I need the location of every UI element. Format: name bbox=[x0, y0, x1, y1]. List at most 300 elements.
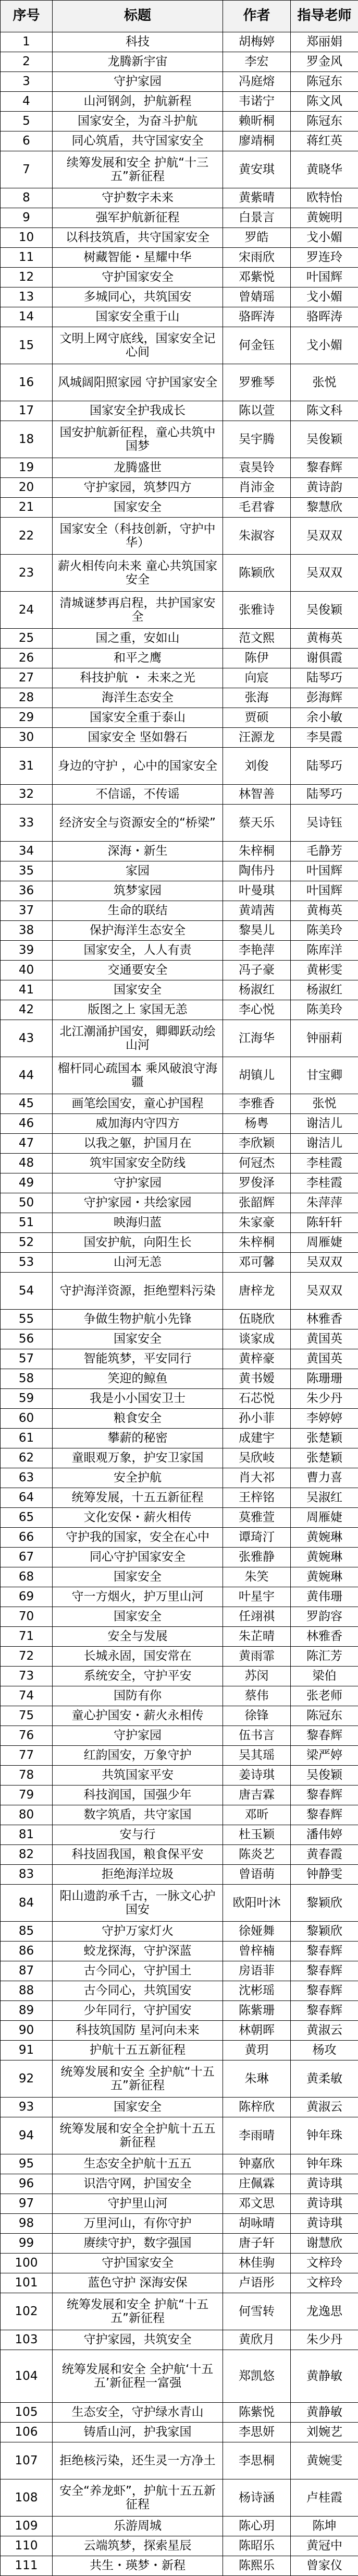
cell-teacher: 郑丽娟 bbox=[291, 32, 358, 52]
cell-teacher: 黄冠中 bbox=[291, 2536, 358, 2556]
column-header-title: 标题 bbox=[53, 1, 223, 32]
cell-index: 70 bbox=[1, 1607, 53, 1627]
cell-title: 同心筑盾，共守国家安全 bbox=[53, 131, 223, 151]
cell-index: 53 bbox=[1, 1253, 53, 1273]
table-row bbox=[1, 327, 358, 364]
cell-title: 蓝色守护 深海安保 bbox=[53, 2273, 223, 2293]
cell-title: 龙腾盛世 bbox=[53, 458, 223, 478]
cell-teacher: 罗连玲 bbox=[291, 248, 358, 268]
table-row bbox=[1, 478, 358, 498]
table-row bbox=[1, 2214, 358, 2234]
cell-author: 成建宇 bbox=[223, 1429, 291, 1448]
cell-index: 96 bbox=[1, 2174, 53, 2194]
cell-teacher: 文梓玲 bbox=[291, 2273, 358, 2293]
cell-teacher: 黄诗韵 bbox=[291, 478, 358, 498]
cell-author: 黄玥 bbox=[223, 2041, 291, 2060]
cell-index: 88 bbox=[1, 1981, 53, 2001]
cell-teacher: 黎春辉 bbox=[291, 1942, 358, 1961]
table-row bbox=[1, 287, 358, 307]
cell-author: 刘俊 bbox=[223, 748, 291, 785]
table-row bbox=[1, 2041, 358, 2060]
cell-teacher: 谢俱霞 bbox=[291, 649, 358, 668]
table-row bbox=[1, 1329, 358, 1349]
cell-index: 106 bbox=[1, 2423, 53, 2442]
table-row bbox=[1, 980, 358, 1000]
table-row bbox=[1, 52, 358, 72]
cell-author: 肖大祁 bbox=[223, 1468, 291, 1488]
cell-author: 陈昭乐 bbox=[223, 2536, 291, 2556]
cell-teacher: 黎颖欣 bbox=[291, 1922, 358, 1942]
cell-teacher: 吴淑红 bbox=[291, 1488, 358, 1508]
cell-index: 32 bbox=[1, 785, 53, 805]
cell-author: 张韶辉 bbox=[223, 1193, 291, 1213]
cell-title: 生命的联结 bbox=[53, 901, 223, 921]
cell-index: 55 bbox=[1, 1310, 53, 1329]
table-row bbox=[1, 1213, 358, 1233]
table-row bbox=[1, 32, 358, 52]
cell-title: 国家安全 bbox=[53, 1567, 223, 1587]
table-row bbox=[1, 668, 358, 688]
cell-author: 苏闵 bbox=[223, 1667, 291, 1686]
cell-index: 66 bbox=[1, 1528, 53, 1548]
table-row bbox=[1, 1607, 358, 1627]
table-row bbox=[1, 1429, 358, 1448]
cell-title: 筑牢国家安全防线 bbox=[53, 1154, 223, 1173]
table-header-row bbox=[1, 1, 358, 32]
cell-index: 17 bbox=[1, 401, 53, 421]
cell-title: 云端筑梦，探索星辰 bbox=[53, 2536, 223, 2556]
cell-teacher: 陈美玲 bbox=[291, 1000, 358, 1020]
cell-title: 多城同心，共筑国安 bbox=[53, 287, 223, 307]
cell-title: 守护数字未来 bbox=[53, 188, 223, 208]
cell-teacher: 黄春霞 bbox=[291, 1845, 358, 1865]
cell-index: 42 bbox=[1, 1000, 53, 1020]
cell-index: 92 bbox=[1, 2060, 53, 2098]
table-row bbox=[1, 2423, 358, 2442]
cell-title: 生态安全护航十五五 bbox=[53, 2154, 223, 2174]
cell-author: 姜诗琪 bbox=[223, 1766, 291, 1786]
table-row bbox=[1, 592, 358, 629]
cell-author: 张雅诗 bbox=[223, 592, 291, 629]
table-row bbox=[1, 518, 358, 555]
cell-index: 80 bbox=[1, 1805, 53, 1825]
cell-title: 科技筑国防 星河向未来 bbox=[53, 2021, 223, 2041]
cell-title: 交通要安全 bbox=[53, 961, 223, 980]
cell-author: 陈炎艺 bbox=[223, 1845, 291, 1865]
table-row bbox=[1, 1134, 358, 1154]
cell-title: 守护家园 bbox=[53, 72, 223, 92]
cell-index: 39 bbox=[1, 941, 53, 961]
cell-author: 陈梓欣 bbox=[223, 2098, 291, 2117]
table-row bbox=[1, 629, 358, 649]
table-row bbox=[1, 1746, 358, 1766]
cell-index: 75 bbox=[1, 1706, 53, 1726]
cell-author: 郑凯悠 bbox=[223, 2350, 291, 2403]
cell-teacher: 陈珊珊 bbox=[291, 1369, 358, 1389]
cell-author: 李雅香 bbox=[223, 1094, 291, 1114]
cell-author: 胡梅婷 bbox=[223, 32, 291, 52]
cell-index: 94 bbox=[1, 2117, 53, 2154]
table-row bbox=[1, 2254, 358, 2273]
cell-author: 黄梓豪 bbox=[223, 1349, 291, 1369]
table-row bbox=[1, 1627, 358, 1647]
table-row bbox=[1, 708, 358, 728]
cell-title: 阳山遗韵承千古，一脉文心护国安 bbox=[53, 1885, 223, 1922]
cell-title: 智能筑梦，平安同行 bbox=[53, 1349, 223, 1369]
cell-author: 袁昊铃 bbox=[223, 458, 291, 478]
cell-author: 伍晓欣 bbox=[223, 1310, 291, 1329]
cell-author: 罗皓 bbox=[223, 228, 291, 248]
cell-title: 生态安全，守护绿水青山 bbox=[53, 2403, 223, 2423]
table-row bbox=[1, 2234, 358, 2254]
cell-author: 杜玉颖 bbox=[223, 1825, 291, 1845]
table-row bbox=[1, 401, 358, 421]
cell-teacher: 黄伟珊 bbox=[291, 1587, 358, 1607]
cell-index: 107 bbox=[1, 2442, 53, 2479]
cell-author: 吴宇腾 bbox=[223, 421, 291, 458]
cell-index: 52 bbox=[1, 1233, 53, 1253]
table-row bbox=[1, 421, 358, 458]
cell-author: 范文熙 bbox=[223, 629, 291, 649]
cell-index: 47 bbox=[1, 1134, 53, 1154]
table-row bbox=[1, 2479, 358, 2517]
cell-title: 统筹发展和安全 全护航“十五五”新征程 bbox=[53, 2060, 223, 2098]
cell-title: 版图之上 家国无恙 bbox=[53, 1000, 223, 1020]
cell-index: 100 bbox=[1, 2254, 53, 2273]
cell-index: 103 bbox=[1, 2330, 53, 2350]
table-row bbox=[1, 2060, 358, 2098]
table-row bbox=[1, 2556, 358, 2576]
cell-teacher: 戈小媚 bbox=[291, 228, 358, 248]
cell-title: 共生・瑛梦・新程 bbox=[53, 2556, 223, 2576]
cell-index: 109 bbox=[1, 2517, 53, 2536]
cell-author: 黄书嫒 bbox=[223, 1369, 291, 1389]
cell-teacher: 黄柔敏 bbox=[291, 2060, 358, 2098]
cell-author: 吴欣岐 bbox=[223, 1448, 291, 1468]
column-header-author: 作者 bbox=[223, 1, 291, 32]
cell-title: 长城永固，国安常在 bbox=[53, 1647, 223, 1667]
cell-index: 101 bbox=[1, 2273, 53, 2293]
cell-title: 国之重，安如山 bbox=[53, 629, 223, 649]
cell-author: 邓可馨 bbox=[223, 1253, 291, 1273]
cell-title: 以我之躯，护国月在 bbox=[53, 1134, 223, 1154]
cell-index: 85 bbox=[1, 1922, 53, 1942]
table-row bbox=[1, 1114, 358, 1134]
cell-author: 林佳驹 bbox=[223, 2254, 291, 2273]
cell-title: 统筹发展和安全 护航“十五五”新征程 bbox=[53, 2293, 223, 2330]
cell-index: 35 bbox=[1, 861, 53, 881]
table-row bbox=[1, 1961, 358, 1981]
table-row bbox=[1, 72, 358, 92]
cell-title: 和平之鹰 bbox=[53, 649, 223, 668]
cell-teacher: 吴俊颖 bbox=[291, 421, 358, 458]
cell-author: 朱梓桐 bbox=[223, 1233, 291, 1253]
cell-teacher: 黎春辉 bbox=[291, 2001, 358, 2021]
cell-teacher: 毛静芳 bbox=[291, 842, 358, 861]
cell-index: 34 bbox=[1, 842, 53, 861]
cell-teacher: 叶国辉 bbox=[291, 861, 358, 881]
cell-title: 守护国家安全 bbox=[53, 268, 223, 287]
cell-teacher: 陈文科 bbox=[291, 401, 358, 421]
cell-teacher: 陈美玲 bbox=[291, 921, 358, 941]
cell-teacher: 朱少丹 bbox=[291, 2330, 358, 2350]
cell-teacher: 龙逸思 bbox=[291, 2293, 358, 2330]
table-row bbox=[1, 2001, 358, 2021]
cell-teacher: 黄婉琳 bbox=[291, 1548, 358, 1567]
cell-index: 51 bbox=[1, 1213, 53, 1233]
table-row bbox=[1, 248, 358, 268]
cell-teacher: 黎春辉 bbox=[291, 1961, 358, 1981]
cell-author: 唐梓龙 bbox=[223, 1273, 291, 1310]
cell-author: 李心悦 bbox=[223, 1000, 291, 1020]
cell-teacher: 张楚颖 bbox=[291, 1429, 358, 1448]
cell-index: 26 bbox=[1, 649, 53, 668]
cell-index: 59 bbox=[1, 1389, 53, 1409]
table-row bbox=[1, 1233, 358, 1253]
cell-title: 身边的守护 ，心中的国家安全 bbox=[53, 748, 223, 785]
cell-author: 汪源龙 bbox=[223, 728, 291, 748]
cell-author: 黄欣月 bbox=[223, 2330, 291, 2350]
table-row bbox=[1, 1094, 358, 1114]
cell-teacher: 叶国辉 bbox=[291, 268, 358, 287]
cell-index: 98 bbox=[1, 2214, 53, 2234]
table-row bbox=[1, 1845, 358, 1865]
cell-title: 数字筑盾，共守家国 bbox=[53, 1805, 223, 1825]
table-row bbox=[1, 1548, 358, 1567]
cell-teacher: 吴双双 bbox=[291, 1253, 358, 1273]
cell-index: 110 bbox=[1, 2536, 53, 2556]
cell-author: 伍书言 bbox=[223, 1726, 291, 1746]
cell-author: 杨淑红 bbox=[223, 980, 291, 1000]
table-row bbox=[1, 1409, 358, 1429]
cell-title: 拒绝核污染，还生灵一方净土 bbox=[53, 2442, 223, 2479]
cell-title: 文明上网守底线，国家安全记心间 bbox=[53, 327, 223, 364]
cell-title: 北江潮涌护国安，卿卿跃动绘山河 bbox=[53, 1020, 223, 1057]
cell-teacher: 欧特怡 bbox=[291, 188, 358, 208]
cell-title: 守护家园，共筑安全 bbox=[53, 2330, 223, 2350]
cell-author: 陈紫珊 bbox=[223, 2001, 291, 2021]
cell-index: 40 bbox=[1, 961, 53, 980]
cell-index: 7 bbox=[1, 151, 53, 188]
cell-index: 15 bbox=[1, 327, 53, 364]
cell-index: 31 bbox=[1, 748, 53, 785]
cell-teacher: 黄梅英 bbox=[291, 901, 358, 921]
cell-teacher: 张楚颖 bbox=[291, 1448, 358, 1468]
cell-author: 黄雨霏 bbox=[223, 1647, 291, 1667]
cell-index: 25 bbox=[1, 629, 53, 649]
cell-author: 赖昕桐 bbox=[223, 112, 291, 131]
cell-index: 21 bbox=[1, 498, 53, 518]
cell-author: 陈熙乐 bbox=[223, 2556, 291, 2576]
cell-author: 胡镇儿 bbox=[223, 1057, 291, 1094]
cell-teacher: 林雅香 bbox=[291, 1310, 358, 1329]
table-row bbox=[1, 1488, 358, 1508]
cell-index: 67 bbox=[1, 1548, 53, 1567]
cell-title: 安与行 bbox=[53, 1825, 223, 1845]
cell-title: 国家安全重于泰山 bbox=[53, 708, 223, 728]
table-row bbox=[1, 1349, 358, 1369]
cell-teacher: 钟丽莉 bbox=[291, 1020, 358, 1057]
cell-title: 国家安全（科技创新，守护中华） bbox=[53, 518, 223, 555]
cell-author: 向宸 bbox=[223, 668, 291, 688]
cell-teacher: 陈冠东 bbox=[291, 72, 358, 92]
table-row bbox=[1, 2330, 358, 2350]
cell-teacher: 曾家仪 bbox=[291, 2556, 358, 2576]
cell-title: 统筹发展和安全全护航十五五新征程 bbox=[53, 2117, 223, 2154]
table-row bbox=[1, 458, 358, 478]
cell-index: 11 bbox=[1, 248, 53, 268]
table-row bbox=[1, 1020, 358, 1057]
cell-title: 国家安全，人人有责 bbox=[53, 941, 223, 961]
cell-title: 安全“养龙虾”，护航十五五新征程 bbox=[53, 2479, 223, 2517]
cell-author: 唐吉霖 bbox=[223, 1786, 291, 1805]
cell-index: 74 bbox=[1, 1686, 53, 1706]
cell-teacher: 黄婉雯 bbox=[291, 2442, 358, 2479]
cell-title: 攀薪的秘密 bbox=[53, 1429, 223, 1448]
table-row bbox=[1, 2403, 358, 2423]
cell-author: 江海华 bbox=[223, 1020, 291, 1057]
cell-teacher: 陈库洋 bbox=[291, 941, 358, 961]
table-row bbox=[1, 1154, 358, 1173]
cell-index: 22 bbox=[1, 518, 53, 555]
cell-teacher: 张悦 bbox=[291, 364, 358, 401]
table-row bbox=[1, 188, 358, 208]
cell-teacher: 黎春辉 bbox=[291, 1805, 358, 1825]
cell-title: 童心护国安・薪火永相传 bbox=[53, 1706, 223, 1726]
cell-teacher: 彭海辉 bbox=[291, 688, 358, 708]
cell-title: 国家安全 bbox=[53, 1607, 223, 1627]
cell-teacher: 黄诗琪 bbox=[291, 2214, 358, 2234]
table-row bbox=[1, 112, 358, 131]
cell-author: 朱芷晴 bbox=[223, 1627, 291, 1647]
cell-title: 守护里山河 bbox=[53, 2194, 223, 2214]
table-row bbox=[1, 842, 358, 861]
cell-teacher: 杨淑红 bbox=[291, 980, 358, 1000]
cell-author: 黄紫晴 bbox=[223, 188, 291, 208]
cell-teacher: 吴双双 bbox=[291, 518, 358, 555]
cell-teacher: 钟年珠 bbox=[291, 2154, 358, 2174]
cell-title: 守一方烟火，护万里山河 bbox=[53, 1587, 223, 1607]
cell-index: 95 bbox=[1, 2154, 53, 2174]
cell-title: 守护国家安全 bbox=[53, 2254, 223, 2273]
cell-teacher: 黎春辉 bbox=[291, 1981, 358, 2001]
table-row bbox=[1, 1706, 358, 1726]
cell-index: 13 bbox=[1, 287, 53, 307]
column-header-index: 序号 bbox=[1, 1, 53, 32]
cell-index: 84 bbox=[1, 1885, 53, 1922]
table-row bbox=[1, 1865, 358, 1885]
cell-teacher: 李桂霞 bbox=[291, 1154, 358, 1173]
cell-teacher: 潘伟婷 bbox=[291, 1825, 358, 1845]
cell-teacher: 谢洁儿 bbox=[291, 1114, 358, 1134]
cell-title: 强军护航新征程 bbox=[53, 208, 223, 228]
table-row bbox=[1, 1389, 358, 1409]
table-row bbox=[1, 941, 358, 961]
cell-teacher: 黄晓华 bbox=[291, 151, 358, 188]
table-row bbox=[1, 208, 358, 228]
cell-teacher: 黎春辉 bbox=[291, 1726, 358, 1746]
cell-title: 国安护航新征程，童心共筑中国梦 bbox=[53, 421, 223, 458]
cell-teacher: 陆琴巧 bbox=[291, 785, 358, 805]
cell-title: 国防有你 bbox=[53, 1686, 223, 1706]
cell-title: 国家安全 bbox=[53, 2098, 223, 2117]
cell-title: 清城谜梦再启程，共护国家安全 bbox=[53, 592, 223, 629]
cell-author: 朱淑容 bbox=[223, 518, 291, 555]
cell-index: 20 bbox=[1, 478, 53, 498]
table-row bbox=[1, 1253, 358, 1273]
cell-title: 铸盾山河，护我家国 bbox=[53, 2423, 223, 2442]
cell-title: 国家安全 bbox=[53, 1329, 223, 1349]
cell-author: 林智善 bbox=[223, 785, 291, 805]
table-row bbox=[1, 1528, 358, 1548]
cell-index: 9 bbox=[1, 208, 53, 228]
table-row bbox=[1, 2174, 358, 2194]
cell-author: 蔡伟 bbox=[223, 1686, 291, 1706]
cell-author: 欧阳叶沐 bbox=[223, 1885, 291, 1922]
cell-index: 73 bbox=[1, 1667, 53, 1686]
cell-author: 李雨晴 bbox=[223, 2117, 291, 2154]
table-row bbox=[1, 881, 358, 901]
table-row bbox=[1, 1686, 358, 1706]
cell-author: 罗俊泽 bbox=[223, 1173, 291, 1193]
cell-teacher: 周雁婕 bbox=[291, 1233, 358, 1253]
cell-teacher: 吴诗钰 bbox=[291, 805, 358, 842]
cell-teacher: 陈冠东 bbox=[291, 1706, 358, 1726]
table-row bbox=[1, 131, 358, 151]
cell-teacher: 刘婉艺 bbox=[291, 2423, 358, 2442]
table-row bbox=[1, 688, 358, 708]
cell-author: 王梓铭 bbox=[223, 1488, 291, 1508]
cell-author: 胡咏晴 bbox=[223, 2214, 291, 2234]
cell-index: 83 bbox=[1, 1865, 53, 1885]
cell-author: 任翊祺 bbox=[223, 1607, 291, 1627]
cell-teacher: 黎春辉 bbox=[291, 1786, 358, 1805]
cell-index: 90 bbox=[1, 2021, 53, 2041]
cell-index: 37 bbox=[1, 901, 53, 921]
cell-index: 56 bbox=[1, 1329, 53, 1349]
cell-title: 风城阔阳照家园 守护国家安全 bbox=[53, 364, 223, 401]
cell-teacher: 李桂霞 bbox=[291, 1173, 358, 1193]
cell-title: 守护我的国家，安全在心中 bbox=[53, 1528, 223, 1548]
cell-index: 24 bbox=[1, 592, 53, 629]
cell-author: 杨诗涵 bbox=[223, 2479, 291, 2517]
cell-index: 16 bbox=[1, 364, 53, 401]
table-row bbox=[1, 1825, 358, 1845]
cell-index: 111 bbox=[1, 2556, 53, 2576]
cell-title: 国家安全 坚如磐石 bbox=[53, 728, 223, 748]
table-row bbox=[1, 2442, 358, 2479]
cell-index: 44 bbox=[1, 1057, 53, 1094]
cell-title: 家园 bbox=[53, 861, 223, 881]
cell-teacher: 张悦 bbox=[291, 1094, 358, 1114]
table-row bbox=[1, 1981, 358, 2001]
cell-index: 91 bbox=[1, 2041, 53, 2060]
table-row bbox=[1, 1567, 358, 1587]
table-row bbox=[1, 268, 358, 287]
cell-title: 万里河山，有你守护 bbox=[53, 2214, 223, 2234]
cell-teacher: 陈冠东 bbox=[291, 112, 358, 131]
cell-index: 14 bbox=[1, 307, 53, 327]
cell-title: 安全与发展 bbox=[53, 1627, 223, 1647]
cell-index: 58 bbox=[1, 1369, 53, 1389]
cell-teacher: 谢慧欣 bbox=[291, 2234, 358, 2254]
cell-author: 冯庭熔 bbox=[223, 72, 291, 92]
cell-author: 朱家豪 bbox=[223, 1213, 291, 1233]
cell-index: 57 bbox=[1, 1349, 53, 1369]
cell-index: 45 bbox=[1, 1094, 53, 1114]
table-row bbox=[1, 1273, 358, 1310]
table-row bbox=[1, 1448, 358, 1468]
